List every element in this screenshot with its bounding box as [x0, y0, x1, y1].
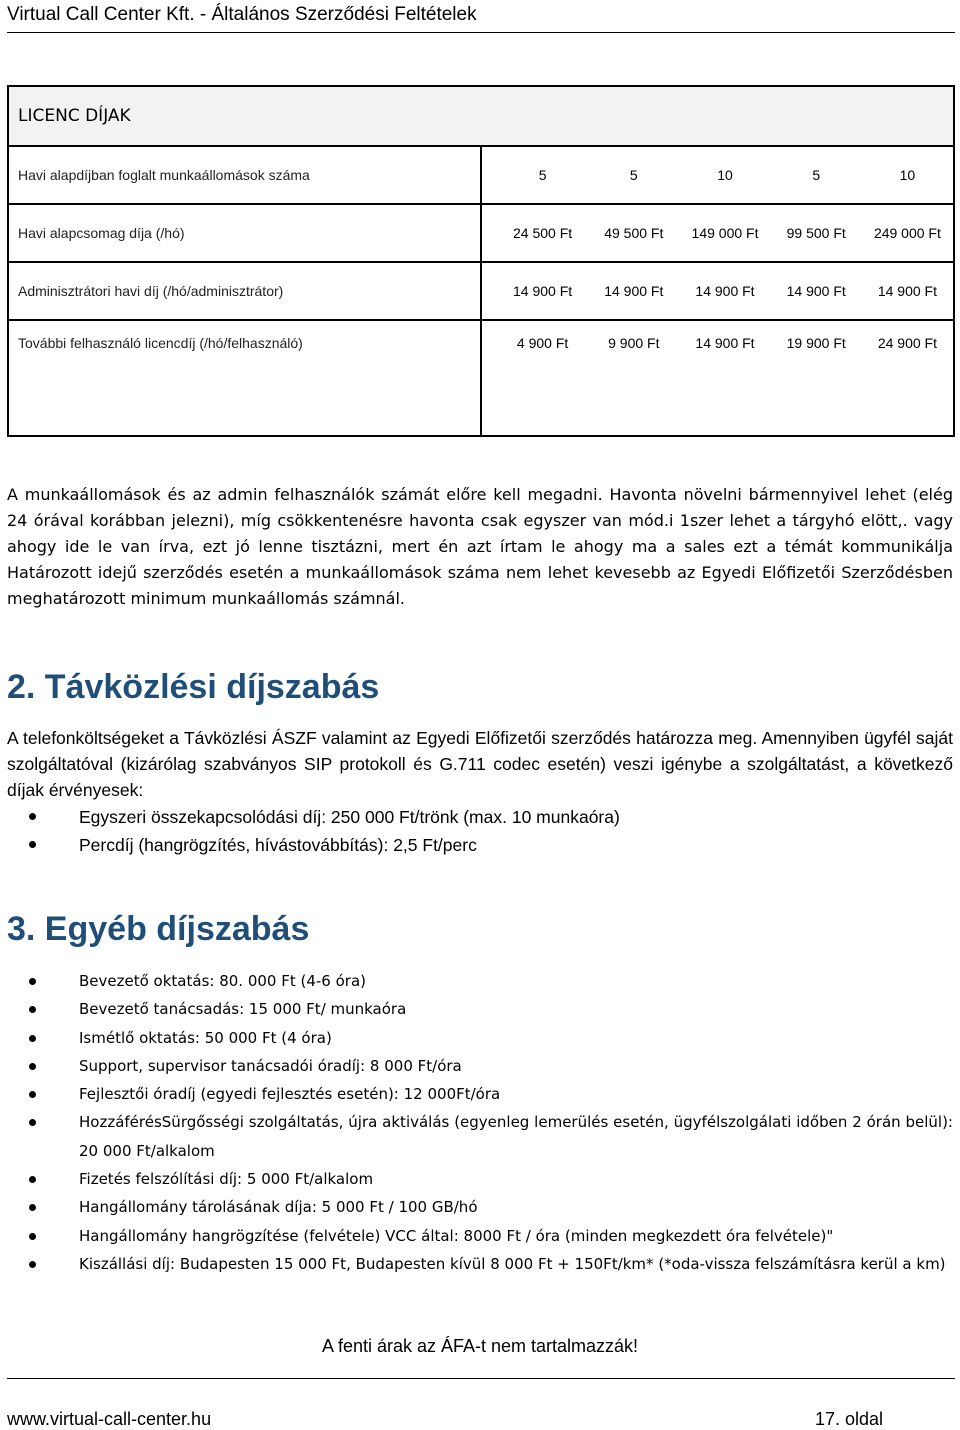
- list-item-text: Hangállomány hangrögzítése (felvétele) VCC által: 8000 Ft / óra (minden megkezdett óra felvétele)": [79, 1226, 834, 1245]
- bullet-icon: [29, 1035, 36, 1042]
- list-item: [7, 1165, 953, 1193]
- list-item: [7, 967, 953, 995]
- table-cell: 14 900 Ft: [786, 283, 846, 299]
- bullet-icon: [29, 978, 36, 985]
- list-item-text: Percdíj (hangrögzítés, hívástovábbítás): 2,5 Ft/perc: [79, 835, 477, 855]
- table-cell: 5: [538, 167, 547, 183]
- license-fees-table: [7, 85, 955, 437]
- bullet-icon: [29, 1261, 36, 1268]
- list-item: [7, 1250, 953, 1278]
- bullet-icon: [29, 841, 36, 848]
- table-cell: 5: [629, 167, 638, 183]
- document-header: [7, 2, 955, 33]
- license-note-paragraph: A munkaállomások és az admin felhasználók számát előre kell megadni. Havonta növelni bármennyivel lehet (elég 24 órával korábban jelezni), míg csökkentenésre havonta csak egyszer van mód.i 1szer lehet a tárgyhó elött,. vagy ahogy ide le van írva, ezt jó lenne tisztázni, mert én azt írtam le ahogy ma a sales ezt a témát kommunikálja Határozott idejű szerződés esetén a munkaállomások száma nem lehet kevesebb az Egyedi Előfizetői Szerződésben meghatározott minimum munkaállomás számnál.: [7, 485, 953, 608]
- table-cell: 14 900 Ft: [877, 283, 937, 299]
- list-item: [7, 1080, 953, 1108]
- table-cell: 249 000 Ft: [873, 225, 941, 241]
- row-label-extra-user: További felhasználó licencdíj (/hó/felhasználó): [8, 320, 481, 436]
- list-item-text: HozzáférésSürgősségi szolgáltatás, újra aktiválás (egyenleg lemerülés esetén, ügyfélszolgálati időben 2 órán belül): 20 000 Ft/alkalom: [79, 1113, 953, 1160]
- list-item-text: Fejlesztői óradíj (egyedi fejlesztés esetén): 12 000Ft/óra: [79, 1085, 501, 1104]
- list-item-text: Ismétlő oktatás: 50 000 Ft (4 óra): [79, 1028, 332, 1047]
- section-3-heading: 3. Egyéb díjszabás: [7, 910, 310, 948]
- list-item-text: Egyszeri összekapcsolódási díj: 250 000 Ft/trönk (max. 10 munkaóra): [79, 807, 620, 827]
- list-item: [7, 995, 953, 1023]
- bullet-icon: [29, 813, 36, 820]
- list-item: [7, 831, 953, 859]
- table-cell: 10: [717, 167, 733, 183]
- list-item: [7, 1108, 953, 1165]
- document-footer: [7, 1378, 955, 1430]
- page-number: 17. oldal: [814, 1409, 883, 1429]
- list-item-text: Fizetés felszólítási díj: 5 000 Ft/alkalom: [79, 1170, 374, 1189]
- list-item: [7, 1222, 953, 1250]
- bullet-icon: [29, 1063, 36, 1070]
- list-item-text: Support, supervisor tanácsadói óradíj: 8 000 Ft/óra: [79, 1056, 462, 1075]
- vat-note: A fenti árak az ÁFA-t nem tartalmazzák!: [321, 1336, 639, 1356]
- bullet-icon: [29, 1091, 36, 1098]
- section-2-paragraph: A telefonköltségeket a Távközlési ÁSZF valamint az Egyedi Előfizetői szerződés határozza meg. Amennyiben ügyfél saját szolgáltatóval (kizárólag szabványos SIP protokoll és G.711 codec esetén) veszi igénybe a szolgáltatást, a következő díjak érvényesek:: [7, 728, 953, 800]
- row-label-base-package: Havi alapcsomag díja (/hó): [8, 204, 481, 262]
- section-3-list: [7, 967, 953, 1278]
- row-values-extra-user: [481, 320, 954, 436]
- table-cell: 24 900 Ft: [877, 335, 937, 351]
- table-cell: 9 900 Ft: [608, 335, 660, 351]
- footer-website: www.virtual-call-center.hu: [7, 1409, 212, 1429]
- section-2-heading: 2. Távközlési díjszabás: [7, 668, 380, 706]
- list-item-text: Kiszállási díj: Budapesten 15 000 Ft, Budapesten kívül 8 000 Ft + 150Ft/km* (*oda-vissza felszámításra kerül a km): [79, 1254, 946, 1273]
- bullet-icon: [29, 1233, 36, 1240]
- list-item: [7, 1193, 953, 1221]
- table-cell: 99 500 Ft: [786, 225, 846, 241]
- table-cell: 14 900 Ft: [513, 283, 573, 299]
- table-cell: 19 900 Ft: [786, 335, 846, 351]
- table-cell: 5: [812, 167, 821, 183]
- bullet-icon: [29, 1119, 36, 1126]
- header-title: Virtual Call Center Kft. - Általános Szerződési Feltételek: [7, 4, 477, 25]
- row-label-admin-fee: Adminisztrátori havi díj (/hó/adminisztrátor): [8, 262, 481, 320]
- list-item: [7, 1052, 953, 1080]
- table-cell: 4 900 Ft: [516, 335, 569, 351]
- table-cell: 149 000 Ft: [691, 225, 759, 241]
- list-item: [7, 803, 953, 831]
- row-label-workstations: Havi alapdíjban foglalt munkaállomások száma: [8, 146, 481, 204]
- table-cell: 24 500 Ft: [513, 225, 573, 241]
- table-cell: 10: [899, 167, 916, 183]
- row-values-workstations: [481, 146, 954, 204]
- table-cell: 14 900 Ft: [695, 283, 755, 299]
- table-title: LICENC DÍJAK: [8, 86, 954, 146]
- table-cell: 49 500 Ft: [604, 225, 664, 241]
- bullet-icon: [29, 1204, 36, 1211]
- row-values-admin-fee: [481, 262, 954, 320]
- table-cell: 14 900 Ft: [604, 283, 664, 299]
- section-2-list: [7, 803, 953, 859]
- bullet-icon: [29, 1176, 36, 1183]
- list-item: [7, 1024, 953, 1052]
- bullet-icon: [29, 1006, 36, 1013]
- list-item-text: Bevezető oktatás: 80. 000 Ft (4-6 óra): [79, 972, 367, 990]
- table-cell: 14 900 Ft: [695, 335, 755, 351]
- row-values-base-package: [481, 204, 954, 262]
- list-item-text: Bevezető tanácsadás: 15 000 Ft/ munkaóra: [79, 1000, 407, 1019]
- list-item-text: Hangállomány tárolásának díja: 5 000 Ft / 100 GB/hó: [79, 1198, 478, 1217]
